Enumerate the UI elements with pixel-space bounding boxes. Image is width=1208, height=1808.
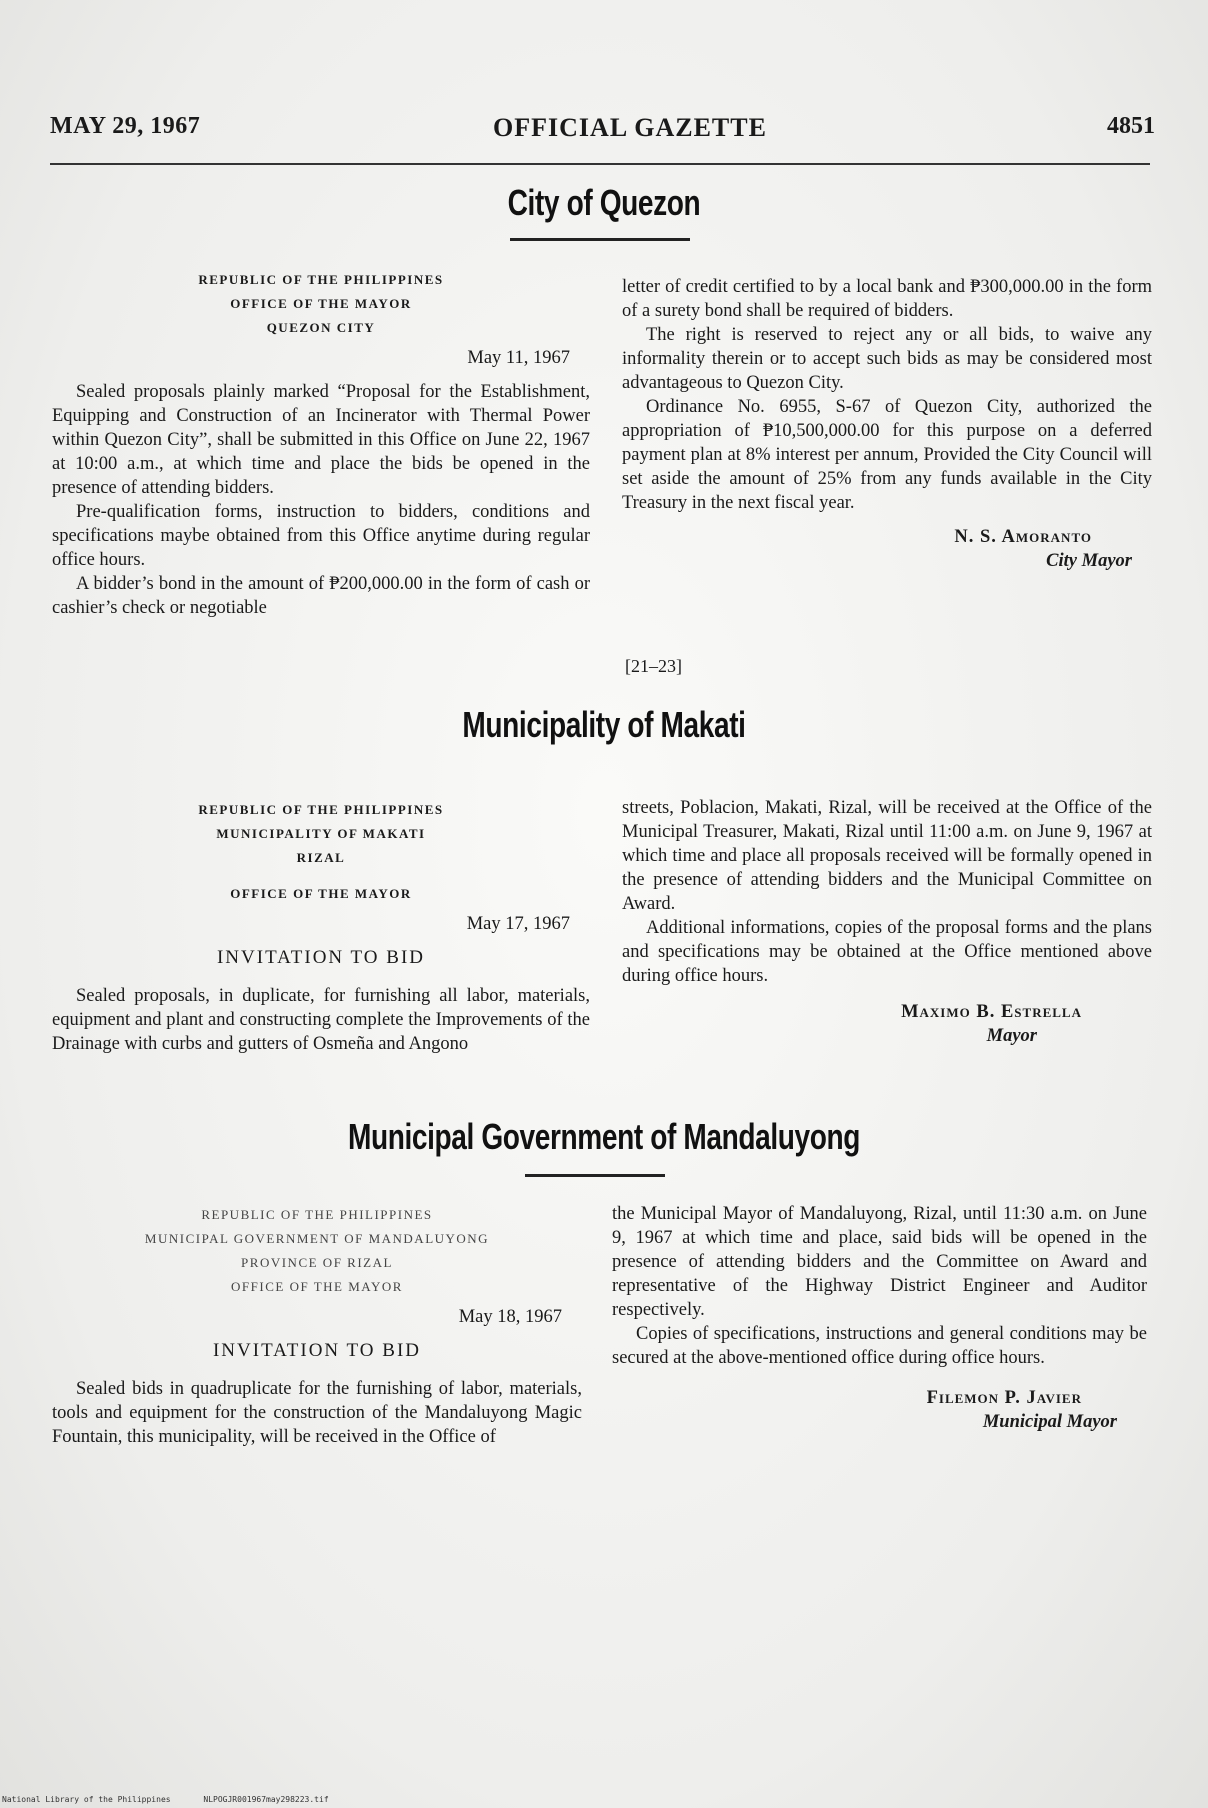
header-rule bbox=[50, 163, 1150, 165]
footer-source: National Library of the Philippines bbox=[2, 1795, 171, 1804]
mandaluyong-office-header bbox=[52, 1203, 582, 1299]
paragraph: A bidder’s bond in the amount of ₱200,000.00 in the form of cash or cashier’s check or negotiable bbox=[52, 574, 590, 618]
mandaluyong-signature bbox=[612, 1386, 1147, 1434]
quezon-right-column bbox=[622, 275, 1152, 573]
header-line: OFFICE OF THE MAYOR bbox=[230, 296, 412, 311]
quezon-signature bbox=[622, 525, 1152, 573]
paragraph: Sealed proposals plainly marked “Proposal for the Establishment, Equipping and Construction of an Incinerator with Thermal Power within Quezon City”, shall be submitted in this Office on June 22, 1967 at 10:00 a.m., at which time and place the bids be opened in the presence of attending bidders. bbox=[52, 382, 590, 498]
makati-office-header bbox=[52, 798, 590, 870]
paragraph: letter of credit certified to by a local bank and ₱300,000.00 in the form of a surety bond shall be required of bidders. bbox=[622, 277, 1152, 321]
page-number: 4851 bbox=[1107, 113, 1155, 139]
makati-date: May 17, 1967 bbox=[466, 914, 570, 934]
mandaluyong-right-column bbox=[612, 1202, 1147, 1434]
signature-name: Maximo B. Estrella bbox=[901, 1002, 1082, 1022]
header-date: MAY 29, 1967 bbox=[50, 113, 201, 139]
paragraph: streets, Poblacion, Makati, Rizal, will be received at the Office of the Municipal Treasurer, Makati, Rizal until 11:00 a.m. on June 9, 1967 at which time and place all proposals received will be formally opened in the presence of attending bidders and the Municipal Committee on Award. bbox=[622, 798, 1152, 914]
paragraph: Sealed bids in quadruplicate for the furnishing of labor, materials, tools and equipment for the construction of the Mandaluyong Magic Fountain, this municipality, will be received in the Office of bbox=[52, 1379, 582, 1447]
title-rule-mandaluyong bbox=[525, 1174, 665, 1177]
header-line: MUNICIPAL GOVERNMENT OF MANDALUYONG bbox=[144, 1231, 490, 1246]
header-line: PROVINCE OF RIZAL bbox=[241, 1255, 393, 1270]
header-line: MUNICIPALITY OF MAKATI bbox=[216, 826, 426, 841]
header-line: QUEZON CITY bbox=[266, 320, 376, 335]
paragraph: Sealed proposals, in duplicate, for furnishing all labor, materials, equipment and plant and constructing complete the Improvements of the Drainage with curbs and gutters of Osmeña and Angono bbox=[52, 986, 590, 1054]
quezon-date: May 11, 1967 bbox=[467, 348, 570, 368]
header-title: OFFICIAL GAZETTE bbox=[493, 113, 767, 142]
mandaluyong-invitation-heading: INVITATION TO BID bbox=[212, 1340, 422, 1361]
quezon-left-column bbox=[52, 268, 590, 620]
running-header bbox=[50, 113, 1155, 153]
header-line: REPUBLIC OF THE PHILIPPINES bbox=[198, 802, 444, 817]
makati-left-column bbox=[52, 798, 590, 1056]
signature-name: N. S. Amoranto bbox=[954, 527, 1092, 547]
scan-footer bbox=[2, 1795, 357, 1804]
signature-title: City Mayor bbox=[1046, 551, 1132, 571]
paragraph: The right is reserved to reject any or all bids, to waive any informality therein or to accept such bids as may be considered most advantageous to Quezon City. bbox=[622, 325, 1152, 393]
signature-name: Filemon P. Javier bbox=[926, 1388, 1082, 1408]
quezon-reference: [21–23] bbox=[625, 656, 682, 676]
paragraph: the Municipal Mayor of Mandaluyong, Rizal, until 11:30 a.m. on June 9, 1967 at which time and place, said bids will be opened in the presence of attending bidders and the Committee on Award and representative of the Highway District Engineer and Auditor respectively. bbox=[612, 1204, 1147, 1320]
section-title-quezon: City of Quezon bbox=[507, 182, 701, 223]
quezon-office-header bbox=[52, 268, 590, 340]
paragraph: Additional informations, copies of the proposal forms and the plans and specifications may be obtained at the Office mentioned above during office hours. bbox=[622, 918, 1152, 986]
makati-signature bbox=[622, 1000, 1152, 1048]
footer-filename: NLPOGJR001967may298223.tif bbox=[203, 1795, 329, 1804]
header-line: RIZAL bbox=[296, 850, 346, 865]
signature-title: Municipal Mayor bbox=[982, 1412, 1117, 1432]
makati-office-line: OFFICE OF THE MAYOR bbox=[230, 886, 412, 901]
paragraph: Ordinance No. 6955, S-67 of Quezon City, authorized the appropriation of ₱10,500,000.00 for this purpose on a deferred payment plan at 8% interest per annum, Provided the City Council will set aside the amount of 25% from any funds available in the City Treasury in the next fiscal year. bbox=[622, 397, 1152, 513]
section-title-makati: Municipality of Makati bbox=[462, 704, 746, 745]
header-line: REPUBLIC OF THE PHILIPPINES bbox=[198, 272, 444, 287]
mandaluyong-date: May 18, 1967 bbox=[458, 1307, 562, 1327]
header-line: OFFICE OF THE MAYOR bbox=[231, 1279, 403, 1294]
paragraph: Pre-qualification forms, instruction to bidders, conditions and specifications maybe obtained from this Office anytime during regular office hours. bbox=[52, 502, 590, 570]
makati-right-column bbox=[622, 796, 1152, 1048]
title-rule-quezon bbox=[510, 238, 690, 241]
section-title-mandaluyong: Municipal Government of Mandaluyong bbox=[347, 1116, 861, 1157]
mandaluyong-left-column bbox=[52, 1203, 582, 1449]
header-line: REPUBLIC OF THE PHILIPPINES bbox=[201, 1207, 433, 1222]
paragraph: Copies of specifications, instructions and general conditions may be secured at the above-mentioned office during office hours. bbox=[612, 1324, 1147, 1368]
makati-invitation-heading: INVITATION TO BID bbox=[216, 947, 426, 968]
signature-title: Mayor bbox=[986, 1026, 1037, 1046]
